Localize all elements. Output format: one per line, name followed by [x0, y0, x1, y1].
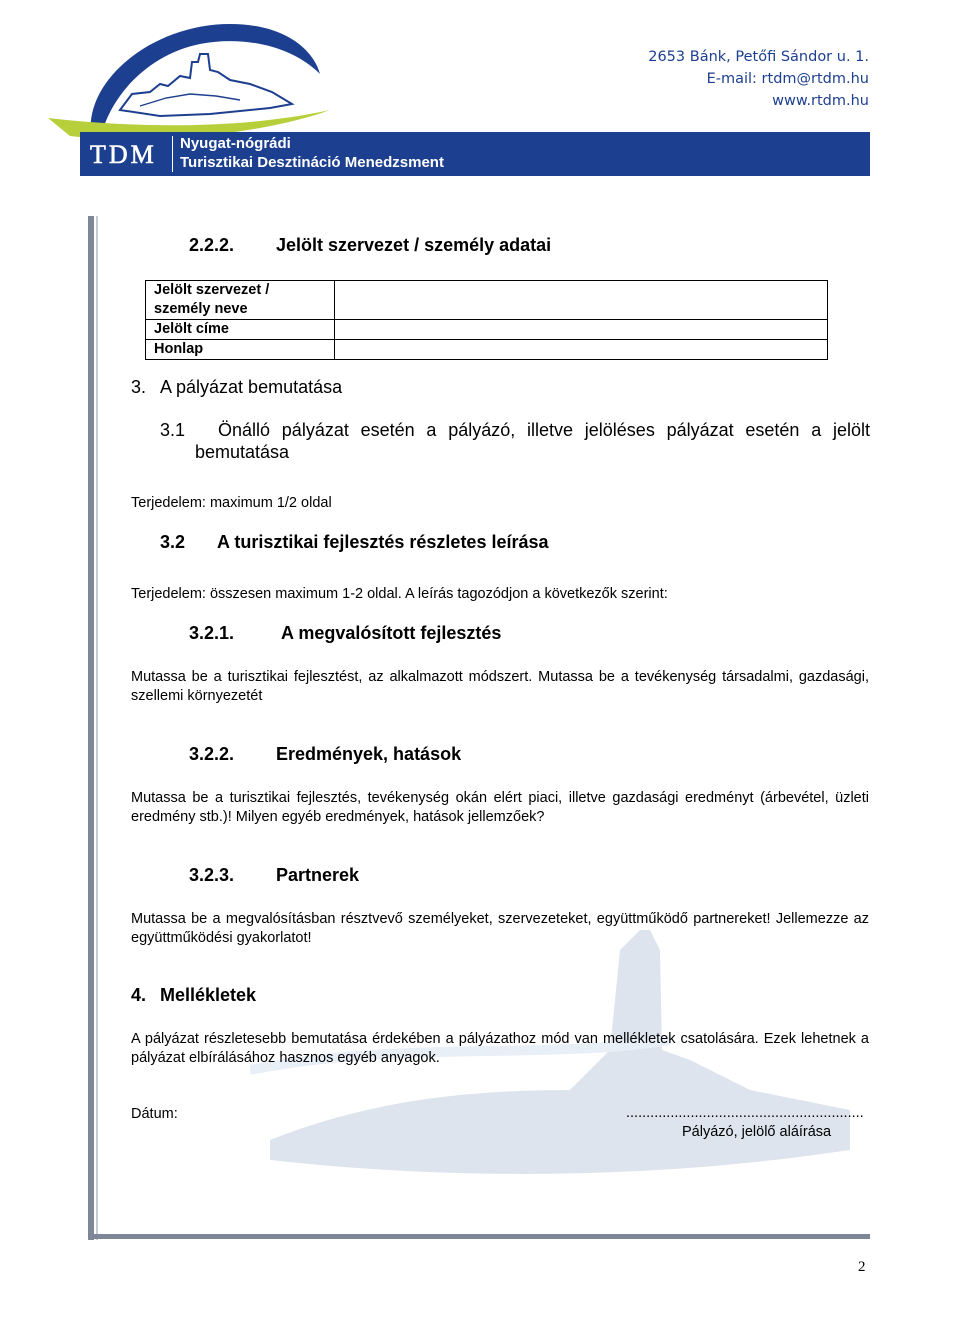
table-field-website[interactable]	[335, 340, 828, 360]
section-31-title: Önálló pályázat esetén a pályázó, illetve jelöléses pályázat esetén a jelölt bemutatása	[195, 420, 870, 462]
text-322: Mutassa be a turisztikai fejlesztés, tevékenység okán elért piaci, illetve gazdasági eredményt (árbevétel, üzleti eredmény stb.)! Milyen egyéb eredmények, hatások jellemzőek?	[131, 790, 869, 825]
left-frame-rule	[88, 216, 94, 1240]
page-number: 2	[858, 1259, 866, 1275]
text-4: A pályázat részletesebb bemutatása érdekében a pályázathoz mód van mellékletek csatolására. Ezek lehetnek a pályázat elbírálásához hasznos egyéb anyagok.	[131, 1031, 869, 1066]
logo-brand: TDM	[90, 140, 157, 169]
section-322-title: Eredmények, hatások	[276, 744, 462, 764]
scope-32: Terjedelem: összesen maximum 1-2 oldal. A leírás tagozódjon a következők szerint:	[131, 586, 668, 602]
table-label-name: Jelölt szervezet / személy neve	[146, 281, 335, 320]
table-row	[146, 340, 828, 360]
header-band	[80, 132, 870, 176]
section-222-title: Jelölt szervezet / személy adatai	[276, 235, 552, 255]
section-322-heading	[189, 744, 462, 765]
section-3-heading	[131, 377, 343, 398]
text-321: Mutassa be a turisztikai fejlesztést, az alkalmazott módszert. Mutassa be a tevékenység társadalmi, gazdasági, szellemi környezetét	[131, 669, 869, 704]
table-label-website: Honlap	[146, 340, 335, 360]
section-32-number: 3.2	[160, 532, 186, 552]
signature-caption: Pályázó, jelölő aláírása	[682, 1124, 832, 1140]
candidate-data-table	[145, 280, 828, 360]
section-3-title: A pályázat bemutatása	[160, 377, 343, 397]
section-31-heading	[160, 419, 870, 463]
scope-31: Terjedelem: maximum 1/2 oldal	[131, 495, 332, 511]
section-323-number: 3.2.3.	[189, 865, 235, 885]
section-32-title: A turisztikai fejlesztés részletes leírása	[217, 532, 549, 552]
section-321-number: 3.2.1.	[189, 623, 235, 643]
section-4-number: 4.	[131, 985, 147, 1005]
section-321-heading	[189, 623, 502, 644]
section-222-heading	[189, 235, 552, 256]
section-4-title: Mellékletek	[160, 985, 257, 1005]
section-32-heading	[160, 532, 549, 553]
left-frame-rule-inner	[96, 216, 98, 1240]
section-321-title: A megvalósított fejlesztés	[281, 623, 502, 643]
table-field-name[interactable]	[335, 281, 828, 320]
section-222-number: 2.2.2.	[189, 235, 235, 255]
table-row	[146, 281, 828, 320]
date-label: Dátum:	[131, 1106, 178, 1122]
text-323: Mutassa be a megvalósításban résztvevő személyeket, szervezeteket, együttműködő partnereket! Jellemezze az együttműködési gyakorlatot!	[131, 911, 869, 946]
header-web[interactable]: www.rtdm.hu	[772, 93, 869, 109]
table-field-address[interactable]	[335, 320, 828, 340]
signature-line: ...........................................................	[626, 1105, 864, 1121]
section-322-number: 3.2.2.	[189, 744, 235, 764]
section-3-number: 3.	[131, 377, 147, 397]
logo-line1: Nyugat-nógrádi	[180, 135, 291, 152]
logo-line2: Turisztikai Desztináció Menedzsment	[180, 154, 444, 171]
section-323-title: Partnerek	[276, 865, 360, 885]
table-row	[146, 320, 828, 340]
section-323-heading	[189, 865, 360, 886]
header-email[interactable]: E-mail: rtdm@rtdm.hu	[706, 71, 869, 87]
section-31-number: 3.1	[160, 420, 186, 440]
bottom-frame-rule	[88, 1234, 870, 1239]
section-4-heading	[131, 985, 257, 1006]
header-address: 2653 Bánk, Petőfi Sándor u. 1.	[648, 49, 869, 65]
table-label-address: Jelölt címe	[146, 320, 335, 340]
